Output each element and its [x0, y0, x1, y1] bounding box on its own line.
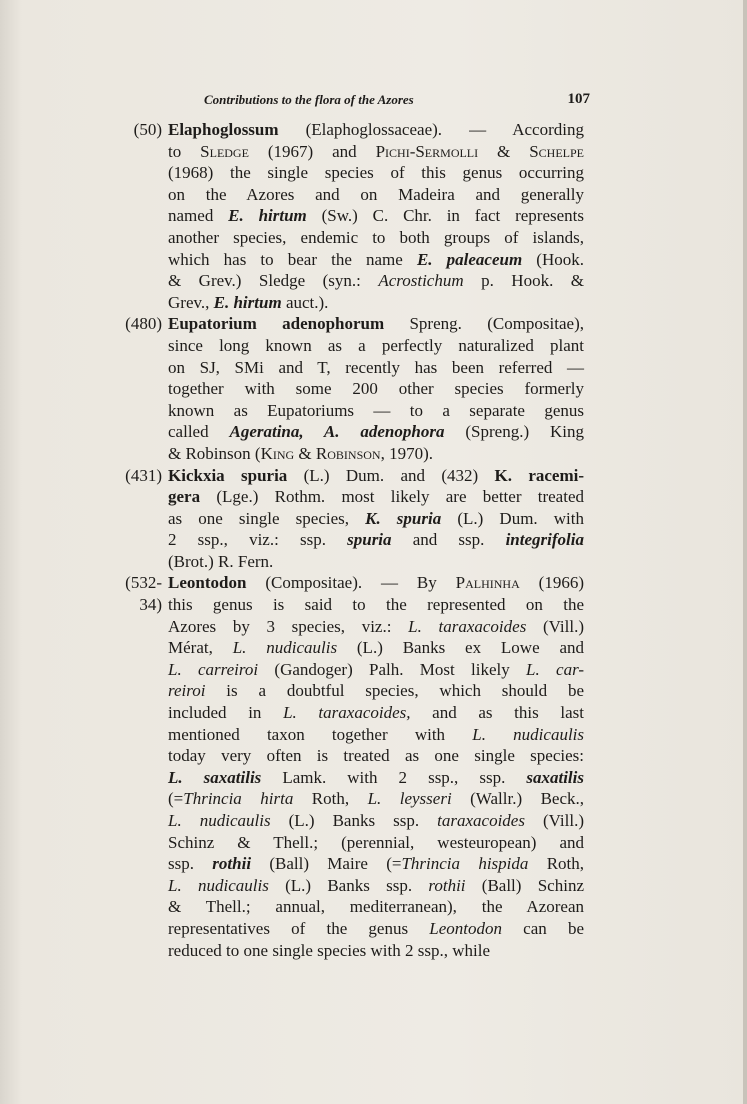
entry — [106, 572, 590, 961]
entry-text — [168, 572, 584, 961]
text-line: mentioned taxon together with L. nudicaulis — [168, 724, 585, 744]
text-line: & Robinson (King & Robinson, 1970). — [168, 443, 434, 463]
text-line: ssp. rothii (Ball) Maire (=Thrincia hispida Roth, — [168, 854, 585, 874]
text-line: Leontodon (Compositae). — By Palhinha (1966) — [168, 573, 584, 593]
text-line: 2 ssp., viz.: ssp. spuria and ssp. integrifolia — [168, 530, 584, 550]
entry — [106, 119, 590, 313]
entry-number: (431) — [125, 465, 162, 485]
text-line: & Grev.) Sledge (syn.: Acrostichum p. Hook. & — [168, 271, 584, 291]
text-line: Grev., E. hirtum auct.). — [168, 292, 329, 312]
running-title: Contributions to the flora of the Azores — [204, 92, 414, 107]
text-line: which has to bear the name E. paleaceum (Hook. — [168, 249, 584, 269]
page-body — [106, 119, 590, 961]
entry-number: (532-34) — [125, 573, 162, 615]
text-line: Azores by 3 species, viz.: L. taraxacoides (Vill.) — [168, 616, 584, 636]
text-line: to Sledge (1967) and Pichi-Sermolli & Schelpe — [168, 141, 584, 161]
text-line: another species, endemic to both groups of islands, — [168, 227, 584, 247]
text-line: today very often is treated as one single species: — [168, 746, 584, 766]
text-line: called Ageratina, A. adenophora (Spreng.) King — [168, 422, 584, 442]
text-line: on SJ, SMi and T, recently has been referred — — [168, 357, 584, 377]
text-line: (Brot.) R. Fern. — [168, 551, 274, 571]
page-header — [200, 92, 592, 112]
text-line: reduced to one single species with 2 ssp., while — [168, 940, 490, 960]
text-line: & Thell.; annual, mediterranean), the Azorean — [168, 897, 584, 917]
text-line: gera (Lge.) Rothm. most likely are better treated — [168, 487, 584, 507]
text-line: L. nudicaulis (L.) Banks ssp. taraxacoides (Vill.) — [168, 811, 584, 830]
text-line: (=Thrincia hirta Roth, L. leysseri (Wallr.) Beck., — [168, 789, 585, 809]
entry-number: (480) — [125, 314, 162, 334]
text-line: known as Eupatoriums — to a separate genus — [168, 400, 584, 420]
text-line: named E. hirtum (Sw.) C. Chr. in fact represents — [168, 206, 584, 226]
text-line: Schinz & Thell.; (perennial, westeuropean) and — [168, 832, 584, 852]
text-line: Elaphoglossum (Elaphoglossaceae). — According — [168, 120, 584, 139]
text-line: included in L. taraxacoides, and as this last — [168, 703, 584, 723]
entry-text — [168, 313, 584, 464]
page-number: 107 — [567, 91, 590, 107]
text-line: as one single species, K. spuria (L.) Dum. with — [168, 508, 585, 528]
entry — [106, 313, 590, 464]
text-line: L. carreiroi (Gandoger) Palh. Most likely L. car- — [168, 659, 585, 679]
entry — [106, 465, 590, 573]
text-line: L. saxatilis Lamk. with 2 ssp., ssp. saxatilis — [168, 767, 584, 787]
text-line: Eupatorium adenophorum Spreng. (Compositae), — [168, 314, 585, 334]
text-line: reiroi is a doubtful species, which should be — [168, 681, 584, 701]
text-line: (1968) the single species of this genus occurring — [168, 163, 584, 183]
text-line: L. nudicaulis (L.) Banks ssp. rothii (Ball) Schinz — [168, 875, 584, 895]
text-line: together with some 200 other species formerly — [168, 379, 584, 399]
text-line: representatives of the genus Leontodon can be — [168, 918, 584, 938]
text-line: this genus is said to the represented on the — [168, 595, 584, 615]
entry-text — [168, 465, 584, 573]
entry-number: (50) — [133, 120, 162, 139]
text-line: Mérat, L. nudicaulis (L.) Banks ex Lowe and — [168, 638, 584, 658]
text-line: Kickxia spuria (L.) Dum. and (432) K. racemi- — [168, 465, 584, 485]
text-line: since long known as a perfectly naturalized plant — [168, 335, 584, 355]
page-edge — [743, 0, 747, 1104]
text-line: on the Azores and on Madeira and generally — [168, 184, 584, 204]
entry-text — [168, 119, 584, 313]
